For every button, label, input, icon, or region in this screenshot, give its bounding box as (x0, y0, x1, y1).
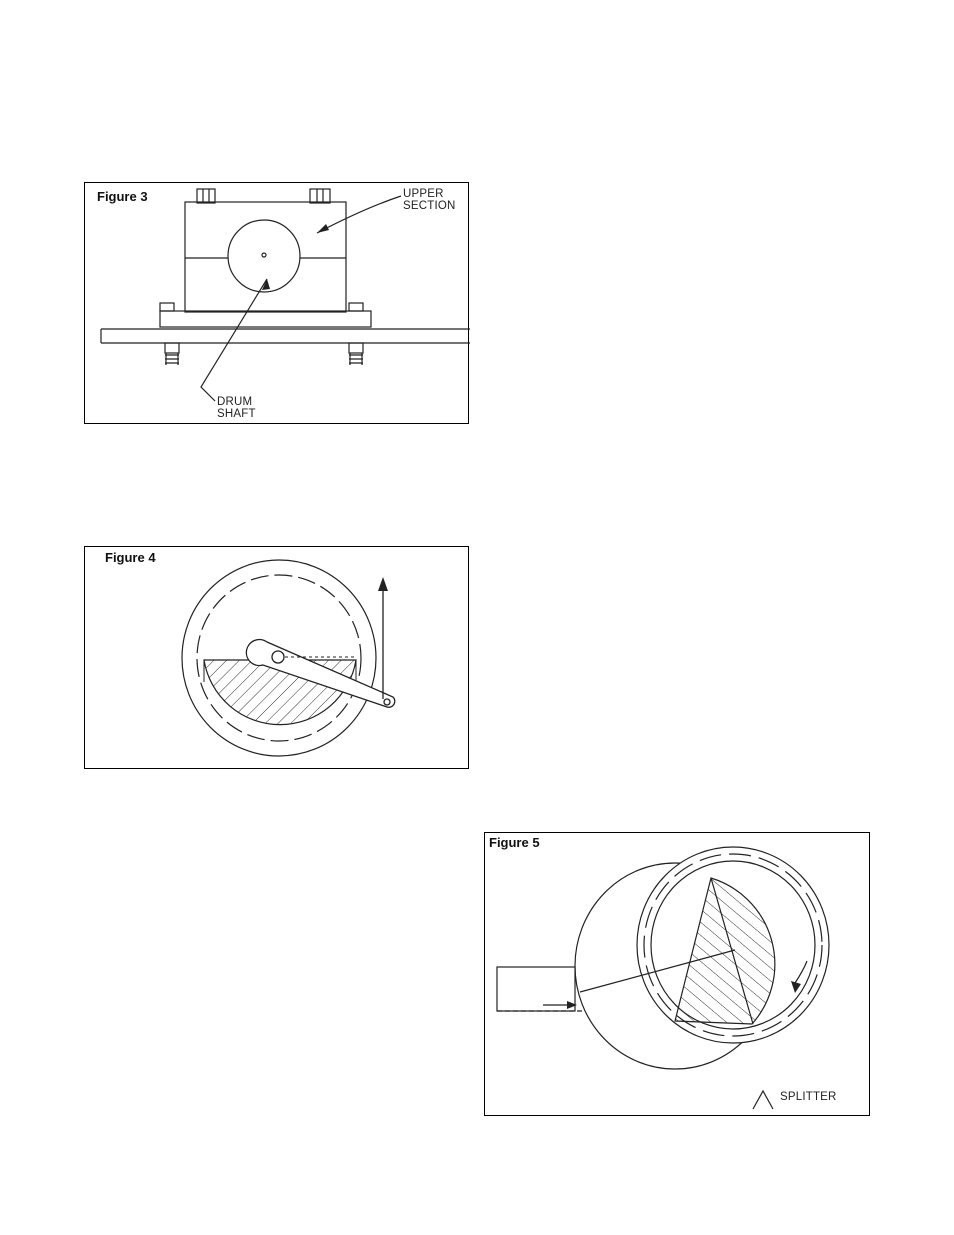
top-bolt-left (197, 189, 215, 203)
drum-adjustment-drawing (85, 547, 470, 770)
drum-shaft-label-line2: SHAFT (217, 408, 256, 420)
upper-section-label-line1: UPPER (403, 188, 444, 200)
drum-shaft-circle (228, 220, 300, 292)
figure-3-panel (84, 182, 469, 424)
drum-feeder-drawing (485, 833, 871, 1117)
figure-3-title: Figure 3 (97, 189, 148, 204)
drum-shaft-label-line1: DRUM (217, 396, 253, 408)
top-bolt-right (310, 189, 330, 203)
figure-4-panel (84, 546, 469, 769)
bearing-block-drawing (85, 183, 470, 425)
base-plate (160, 311, 371, 327)
splitter-icon (753, 1091, 773, 1109)
splitter-label: SPLITTER (780, 1091, 837, 1103)
figure-5-panel (484, 832, 870, 1116)
figure-4-title: Figure 4 (105, 550, 156, 565)
bottom-nut-right (349, 343, 363, 353)
bottom-nut-left (165, 343, 179, 353)
figure-5-title: Figure 5 (489, 835, 540, 850)
upper-section-label-line2: SECTION (403, 200, 456, 212)
